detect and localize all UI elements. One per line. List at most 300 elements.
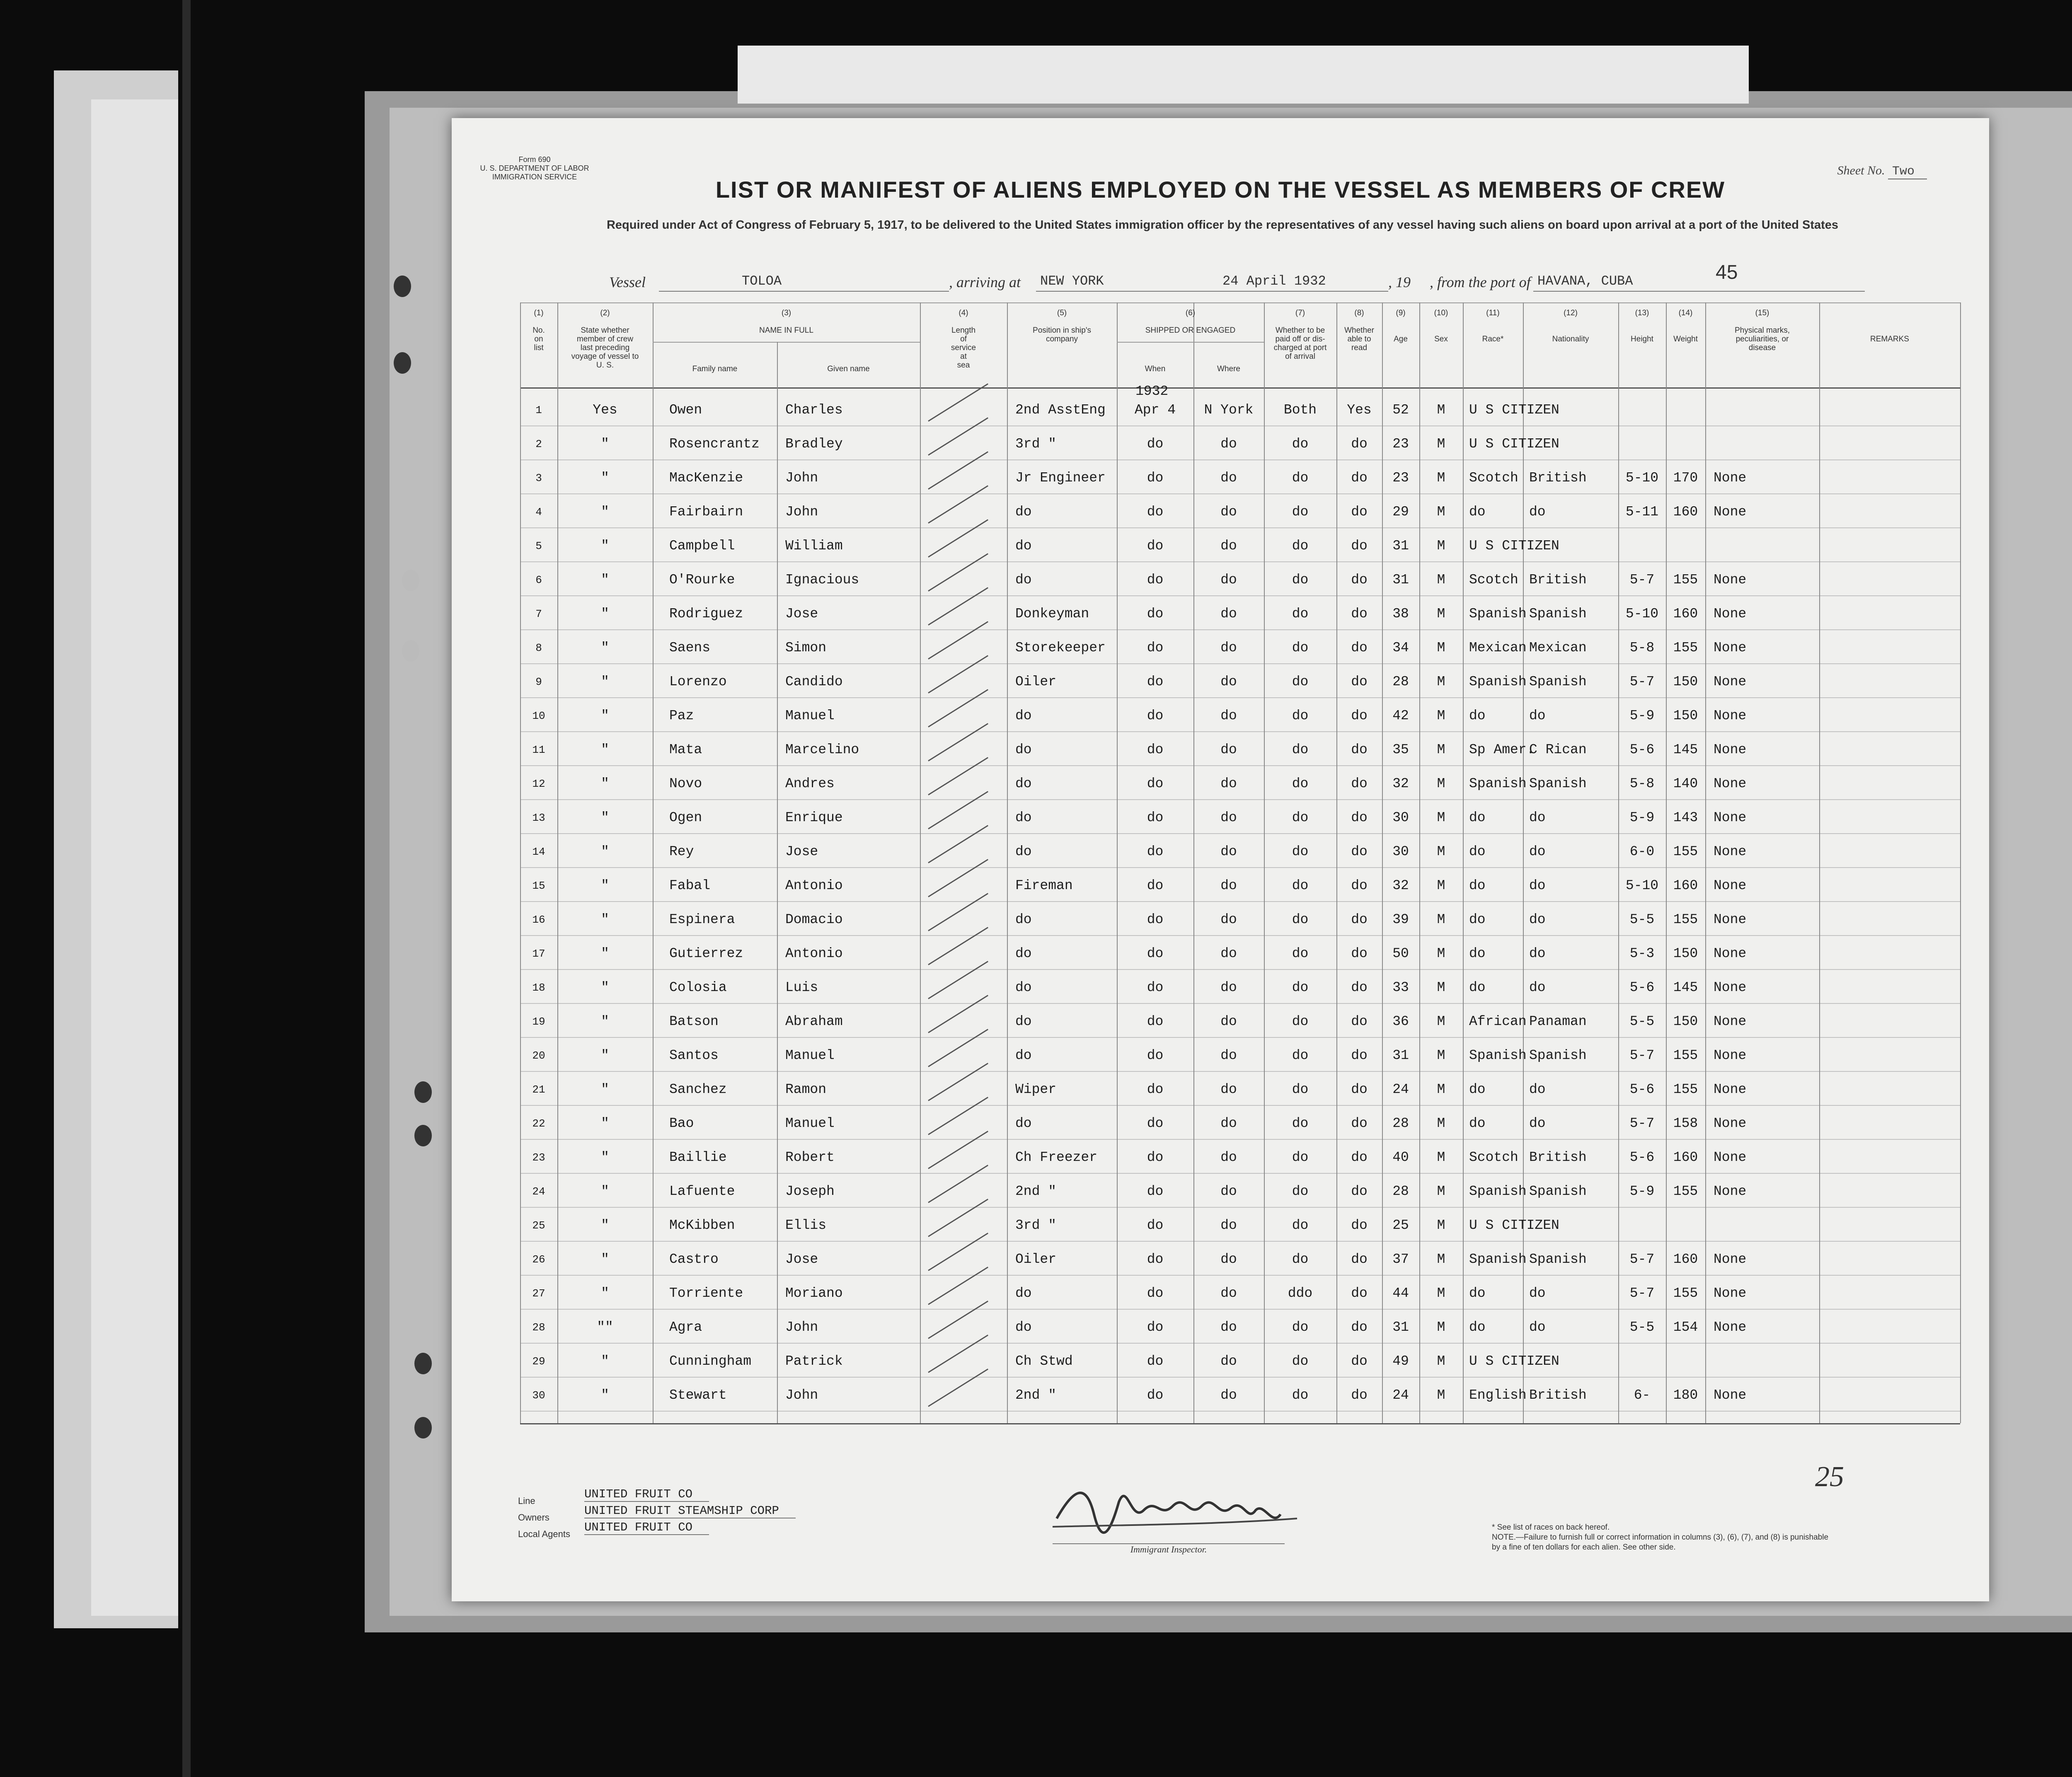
- cell-given: Ellis: [785, 1218, 827, 1233]
- cell-prev: ": [601, 1354, 609, 1369]
- cell-where: do: [1220, 742, 1237, 757]
- cell-family: Fabal: [669, 878, 711, 893]
- cell-race: U S CITIZEN: [1469, 436, 1559, 452]
- cell-when: do: [1147, 674, 1164, 689]
- cell-where: do: [1220, 1252, 1237, 1267]
- cell-position: Oiler: [1015, 674, 1057, 689]
- cell-position: Donkeyman: [1015, 606, 1089, 621]
- cell-read: do: [1351, 504, 1368, 520]
- cell-height: 5-5: [1629, 1320, 1655, 1335]
- cell-sex: M: [1437, 742, 1445, 757]
- cell-given: Simon: [785, 640, 827, 655]
- cell-family: Sanchez: [669, 1082, 727, 1097]
- cell-weight: 150: [1673, 1014, 1698, 1029]
- cell-given: Jose: [785, 1252, 818, 1267]
- cell-when: do: [1147, 708, 1164, 723]
- cell-paid: ddo: [1288, 1286, 1313, 1301]
- cell-race: U S CITIZEN: [1469, 538, 1559, 554]
- cell-age: 52: [1392, 402, 1409, 418]
- cell-read: do: [1351, 572, 1368, 587]
- cell-marks: None: [1714, 708, 1747, 723]
- cell-paid: do: [1292, 878, 1309, 893]
- cell-marks: None: [1714, 742, 1747, 757]
- cell-sex: M: [1437, 878, 1445, 893]
- cell-read: do: [1351, 1048, 1368, 1063]
- cell-where: do: [1220, 1048, 1237, 1063]
- crew-table: [452, 302, 1989, 1467]
- cell-weight: 160: [1673, 504, 1698, 520]
- cell-given: Charles: [785, 402, 843, 418]
- cell-family: Lafuente: [669, 1184, 735, 1199]
- cell-family: Saens: [669, 640, 711, 655]
- cell-prev: ": [601, 1218, 609, 1233]
- cell-paid: do: [1292, 1082, 1309, 1097]
- shipped-subrule: [1117, 342, 1264, 343]
- cell-sex: M: [1437, 1150, 1445, 1165]
- cell-sex: M: [1437, 572, 1445, 587]
- cell-read: do: [1351, 912, 1368, 927]
- cell-sex: M: [1437, 1082, 1445, 1097]
- cell-when: do: [1147, 606, 1164, 621]
- cell-no: 1: [535, 404, 542, 416]
- cell-when: do: [1147, 742, 1164, 757]
- cell-when: do: [1147, 504, 1164, 520]
- cell-no: 25: [532, 1219, 545, 1232]
- cell-nat: do: [1529, 1082, 1546, 1097]
- manifest-sheet: [452, 118, 1989, 1601]
- col-header-given-name: Given name: [827, 365, 870, 373]
- cell-paid: do: [1292, 1218, 1309, 1233]
- from-label: , from the port of: [1430, 274, 1531, 290]
- cell-when: do: [1147, 1252, 1164, 1267]
- cell-paid: do: [1292, 776, 1309, 791]
- cell-race: Spanish: [1469, 606, 1527, 621]
- cell-age: 37: [1392, 1252, 1409, 1267]
- cell-marks: None: [1714, 1082, 1747, 1097]
- cell-prev: ": [601, 810, 609, 825]
- cell-marks: None: [1714, 1116, 1747, 1131]
- cell-no: 29: [532, 1355, 545, 1368]
- cell-prev: ": [601, 878, 609, 893]
- cell-prev: ": [601, 674, 609, 689]
- cell-read: do: [1351, 1184, 1368, 1199]
- cell-height: 5-7: [1629, 572, 1655, 587]
- cell-weight: 160: [1673, 606, 1698, 621]
- cell-read: do: [1351, 810, 1368, 825]
- cell-where: do: [1220, 708, 1237, 723]
- cell-race: U S CITIZEN: [1469, 402, 1559, 418]
- cell-where: do: [1220, 878, 1237, 893]
- cell-weight: 145: [1673, 980, 1698, 995]
- cell-race: U S CITIZEN: [1469, 1354, 1559, 1369]
- cell-height: 5-10: [1625, 878, 1659, 893]
- cell-when: Apr 4: [1134, 402, 1176, 418]
- cell-family: Castro: [669, 1252, 719, 1267]
- cell-read: do: [1351, 538, 1368, 554]
- cell-sex: M: [1437, 1048, 1445, 1063]
- cell-given: Patrick: [785, 1354, 843, 1369]
- cell-height: 5-5: [1629, 1014, 1655, 1029]
- cell-position: Ch Stwd: [1015, 1354, 1073, 1369]
- cell-when: do: [1147, 640, 1164, 655]
- cell-no: 30: [532, 1389, 545, 1402]
- cell-age: 28: [1392, 1116, 1409, 1131]
- col-header-nationality: (12) Nationality: [1552, 309, 1589, 343]
- cell-family: Paz: [669, 708, 694, 723]
- cell-family: O'Rourke: [669, 572, 735, 587]
- cell-position: 2nd ": [1015, 1184, 1057, 1199]
- cell-prev: ": [601, 538, 609, 554]
- cell-when: do: [1147, 1048, 1164, 1063]
- cell-race: Spanish: [1469, 776, 1527, 791]
- binder-hole: [394, 352, 411, 374]
- cell-nat: British: [1529, 470, 1587, 486]
- cell-read: do: [1351, 1252, 1368, 1267]
- cell-position: do: [1015, 980, 1032, 995]
- year-note: 1932: [1135, 384, 1169, 399]
- cell-position: Wiper: [1015, 1082, 1057, 1097]
- cell-no: 18: [532, 982, 545, 994]
- cell-position: Fireman: [1015, 878, 1073, 893]
- cell-where: do: [1220, 1218, 1237, 1233]
- cell-paid: do: [1292, 708, 1309, 723]
- cell-no: 7: [535, 608, 542, 620]
- col-header-age: (9) Age: [1394, 309, 1408, 343]
- cell-read: do: [1351, 1218, 1368, 1233]
- cell-race: English: [1469, 1388, 1527, 1403]
- cell-prev: ": [601, 708, 609, 723]
- cell-read: do: [1351, 674, 1368, 689]
- cell-age: 35: [1392, 742, 1409, 757]
- cell-read: do: [1351, 640, 1368, 655]
- cell-race: Mexican: [1469, 640, 1527, 655]
- cell-family: Novo: [669, 776, 702, 791]
- cell-read: do: [1351, 1320, 1368, 1335]
- cell-height: 5-6: [1629, 1150, 1655, 1165]
- cell-prev: Yes: [593, 402, 617, 418]
- cell-no: 26: [532, 1253, 545, 1266]
- cell-when: do: [1147, 1320, 1164, 1335]
- col-header-name: (3) NAME IN FULL: [759, 309, 813, 335]
- cell-weight: 154: [1673, 1320, 1698, 1335]
- cell-marks: None: [1714, 1252, 1747, 1267]
- cell-paid: do: [1292, 1184, 1309, 1199]
- cell-where: do: [1220, 1388, 1237, 1403]
- cell-race: do: [1469, 1320, 1486, 1335]
- col-header-weight: (14) Weight: [1673, 309, 1698, 343]
- cell-marks: None: [1714, 810, 1747, 825]
- cell-family: Stewart: [669, 1388, 727, 1403]
- cell-marks: None: [1714, 912, 1747, 927]
- cell-family: Lorenzo: [669, 674, 727, 689]
- cell-where: do: [1220, 1184, 1237, 1199]
- cell-nat: Spanish: [1529, 1048, 1587, 1063]
- cell-read: do: [1351, 1014, 1368, 1029]
- cell-family: Batson: [669, 1014, 719, 1029]
- cell-when: do: [1147, 1150, 1164, 1165]
- cell-when: do: [1147, 1388, 1164, 1403]
- film-edge: [182, 0, 191, 1777]
- cell-read: do: [1351, 1388, 1368, 1403]
- cell-sex: M: [1437, 436, 1445, 452]
- cell-no: 11: [532, 744, 545, 756]
- header-rule: [520, 387, 1960, 389]
- cell-nat: British: [1529, 572, 1587, 587]
- cell-position: do: [1015, 1320, 1032, 1335]
- cell-weight: 160: [1673, 878, 1698, 893]
- cell-family: Rey: [669, 844, 694, 859]
- binder-hole: [402, 640, 419, 662]
- cell-family: Baillie: [669, 1150, 727, 1165]
- cell-where: do: [1220, 1014, 1237, 1029]
- cell-when: do: [1147, 912, 1164, 927]
- cell-when: do: [1147, 470, 1164, 486]
- cell-paid: do: [1292, 1252, 1309, 1267]
- cell-where: do: [1220, 1286, 1237, 1301]
- cell-nat: do: [1529, 912, 1546, 927]
- cell-age: 31: [1392, 1048, 1409, 1063]
- cell-where: do: [1220, 470, 1237, 486]
- cell-given: Marcelino: [785, 742, 859, 757]
- col-header-sex: (10) Sex: [1434, 309, 1448, 343]
- cell-height: 5-10: [1625, 470, 1659, 486]
- cell-where: do: [1220, 980, 1237, 995]
- cell-marks: None: [1714, 504, 1747, 520]
- cell-where: do: [1220, 912, 1237, 927]
- cell-paid: do: [1292, 1048, 1309, 1063]
- cell-prev: ": [601, 776, 609, 791]
- binder-hole: [402, 570, 419, 591]
- cell-marks: None: [1714, 980, 1747, 995]
- cell-age: 29: [1392, 504, 1409, 520]
- cell-nat: do: [1529, 810, 1546, 825]
- col-header-shipped: (6) SHIPPED OR ENGAGED: [1145, 309, 1236, 335]
- cell-race: do: [1469, 878, 1486, 893]
- cell-nat: do: [1529, 1320, 1546, 1335]
- cell-where: do: [1220, 1354, 1237, 1369]
- cell-marks: None: [1714, 470, 1747, 486]
- cell-sex: M: [1437, 640, 1445, 655]
- cell-sex: M: [1437, 470, 1445, 486]
- cell-prev: ": [601, 1184, 609, 1199]
- cell-paid: do: [1292, 912, 1309, 927]
- cell-read: do: [1351, 1116, 1368, 1131]
- cell-family: Ogen: [669, 810, 702, 825]
- cell-where: do: [1220, 1116, 1237, 1131]
- cell-no: 10: [532, 710, 545, 722]
- column-rule: [1960, 302, 1961, 1423]
- cell-where: do: [1220, 1082, 1237, 1097]
- cell-given: Manuel: [785, 708, 835, 723]
- cell-height: 5-6: [1629, 980, 1655, 995]
- cell-sex: M: [1437, 1388, 1445, 1403]
- cell-where: do: [1220, 538, 1237, 554]
- cell-no: 24: [532, 1185, 545, 1198]
- cell-given: John: [785, 1320, 818, 1335]
- cell-height: 5-6: [1629, 742, 1655, 757]
- cell-where: do: [1220, 674, 1237, 689]
- cell-paid: do: [1292, 470, 1309, 486]
- cell-weight: 155: [1673, 1082, 1698, 1097]
- cell-position: do: [1015, 1286, 1032, 1301]
- cell-read: do: [1351, 1354, 1368, 1369]
- col-header-where: Where: [1217, 365, 1240, 373]
- cell-age: 32: [1392, 878, 1409, 893]
- cell-no: 8: [535, 642, 542, 654]
- cell-given: John: [785, 470, 818, 486]
- col-header-no: (1) No. on list: [533, 309, 545, 352]
- table-bottom-rule: [520, 1423, 1960, 1424]
- cell-read: do: [1351, 606, 1368, 621]
- cell-paid: do: [1292, 1014, 1309, 1029]
- cell-nat: Panaman: [1529, 1014, 1587, 1029]
- cell-when: do: [1147, 1184, 1164, 1199]
- cell-marks: None: [1714, 776, 1747, 791]
- cell-where: do: [1220, 606, 1237, 621]
- cell-when: do: [1147, 810, 1164, 825]
- cell-sex: M: [1437, 708, 1445, 723]
- cell-paid: do: [1292, 674, 1309, 689]
- cell-race: do: [1469, 504, 1486, 520]
- cell-paid: do: [1292, 1354, 1309, 1369]
- owners-label: Owners: [518, 1512, 549, 1523]
- cell-marks: None: [1714, 1048, 1747, 1063]
- line-value: UNITED FRUIT CO: [584, 1487, 709, 1502]
- cell-given: John: [785, 504, 818, 520]
- cell-no: 19: [532, 1015, 545, 1028]
- cell-prev: ": [601, 470, 609, 486]
- arrival-date: 24 April 1932: [1222, 273, 1326, 289]
- cell-given: Luis: [785, 980, 818, 995]
- cell-where: do: [1220, 810, 1237, 825]
- cell-position: do: [1015, 1014, 1032, 1029]
- cell-where: do: [1220, 776, 1237, 791]
- cell-nat: Spanish: [1529, 606, 1587, 621]
- cell-given: Domacio: [785, 912, 843, 927]
- cell-given: Manuel: [785, 1048, 835, 1063]
- form-label: Form 690 U. S. DEPARTMENT OF LABOR IMMIGRATION SERVICE: [480, 155, 589, 181]
- cell-age: 24: [1392, 1082, 1409, 1097]
- film-strip-inner: [91, 99, 178, 1616]
- cell-family: Owen: [669, 402, 702, 418]
- cell-nat: Spanish: [1529, 1184, 1587, 1199]
- cell-prev: ": [601, 1116, 609, 1131]
- cell-paid: do: [1292, 1388, 1309, 1403]
- cell-family: Bao: [669, 1116, 694, 1131]
- cell-no: 4: [535, 506, 542, 518]
- binder-hole: [414, 1353, 432, 1374]
- cell-no: 15: [532, 880, 545, 892]
- cell-height: 5-8: [1629, 640, 1655, 655]
- cell-sex: M: [1437, 1286, 1445, 1301]
- cell-given: Ramon: [785, 1082, 827, 1097]
- cell-nat: Spanish: [1529, 776, 1587, 791]
- cell-given: Antonio: [785, 878, 843, 893]
- cell-height: 5-10: [1625, 606, 1659, 621]
- cell-no: 3: [535, 472, 542, 484]
- cell-weight: 150: [1673, 708, 1698, 723]
- cell-weight: 150: [1673, 674, 1698, 689]
- col-header-height: (13) Height: [1631, 309, 1653, 343]
- col-header-race: (11) Race*: [1482, 309, 1504, 343]
- cell-family: Fairbairn: [669, 504, 743, 520]
- cell-given: Manuel: [785, 1116, 835, 1131]
- cell-prev: ": [601, 1014, 609, 1029]
- cell-prev: ": [601, 946, 609, 961]
- col-header-position: (5) Position in ship's company: [1033, 309, 1091, 343]
- col-header-length-of-service: (4) Length of service at sea: [951, 309, 976, 370]
- cell-nat: Spanish: [1529, 674, 1587, 689]
- cell-sex: M: [1437, 980, 1445, 995]
- cell-race: Scotch: [1469, 1150, 1518, 1165]
- cell-marks: None: [1714, 606, 1747, 621]
- binder-hole: [414, 1417, 432, 1439]
- col-header-able-to-read: (8) Whether able to read: [1344, 309, 1374, 352]
- col-header-when: When: [1145, 365, 1166, 373]
- cell-sex: M: [1437, 810, 1445, 825]
- cell-marks: None: [1714, 1150, 1747, 1165]
- cell-given: Enrique: [785, 810, 843, 825]
- cell-race: U S CITIZEN: [1469, 1218, 1559, 1233]
- cell-age: 23: [1392, 470, 1409, 486]
- cell-when: do: [1147, 844, 1164, 859]
- cell-no: 12: [532, 778, 545, 790]
- col-header-paid-off: (7) Whether to be paid off or dis- charged at port of arrival: [1273, 309, 1327, 361]
- cell-weight: 155: [1673, 640, 1698, 655]
- cell-when: do: [1147, 878, 1164, 893]
- cell-sex: M: [1437, 946, 1445, 961]
- cell-paid: do: [1292, 640, 1309, 655]
- arrival-port: NEW YORK: [1040, 273, 1104, 289]
- cell-prev: ": [601, 1286, 609, 1301]
- cell-read: do: [1351, 844, 1368, 859]
- cell-paid: do: [1292, 1116, 1309, 1131]
- cell-when: do: [1147, 1116, 1164, 1131]
- cell-age: 32: [1392, 776, 1409, 791]
- cell-age: 24: [1392, 1388, 1409, 1403]
- cell-given: William: [785, 538, 843, 554]
- cell-sex: M: [1437, 912, 1445, 927]
- cell-where: do: [1220, 436, 1237, 452]
- cell-given: Jose: [785, 606, 818, 621]
- cell-sex: M: [1437, 844, 1445, 859]
- cell-race: African: [1469, 1014, 1527, 1029]
- cell-position: Ch Freezer: [1015, 1150, 1098, 1165]
- line-label: Line: [518, 1496, 535, 1506]
- cell-family: Torriente: [669, 1286, 743, 1301]
- cell-prev: ": [601, 742, 609, 757]
- cell-prev: "": [597, 1320, 613, 1335]
- cell-position: do: [1015, 708, 1032, 723]
- cell-when: do: [1147, 538, 1164, 554]
- cell-age: 49: [1392, 1354, 1409, 1369]
- cell-read: do: [1351, 878, 1368, 893]
- cell-position: do: [1015, 1116, 1032, 1131]
- col-header-previous-voyage: (2) State whether member of crew last preceding voyage of vessel to U. S.: [571, 309, 639, 370]
- cell-sex: M: [1437, 776, 1445, 791]
- cell-read: do: [1351, 1150, 1368, 1165]
- cell-paid: do: [1292, 572, 1309, 587]
- cell-weight: 160: [1673, 1150, 1698, 1165]
- cell-read: do: [1351, 946, 1368, 961]
- cell-where: do: [1220, 844, 1237, 859]
- cell-prev: ": [601, 1082, 609, 1097]
- cell-position: do: [1015, 1048, 1032, 1063]
- cell-read: do: [1351, 470, 1368, 486]
- owners-value: UNITED FRUIT STEAMSHIP CORP: [584, 1504, 796, 1518]
- cell-age: 36: [1392, 1014, 1409, 1029]
- cell-height: 5-9: [1629, 810, 1655, 825]
